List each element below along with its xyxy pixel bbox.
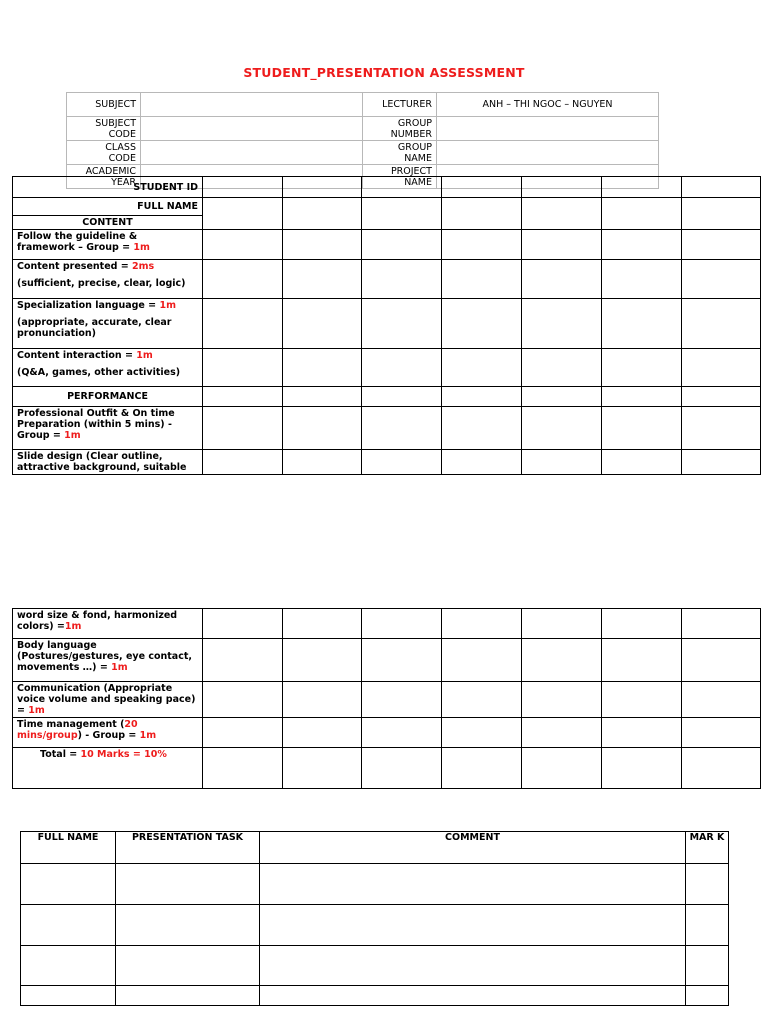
score-cell[interactable] [522, 718, 602, 748]
comment-cell[interactable] [260, 986, 686, 1006]
score-cell[interactable] [522, 407, 602, 450]
criterion-row [13, 407, 761, 450]
score-cell[interactable] [442, 198, 522, 230]
comment-cell[interactable] [116, 946, 260, 986]
criterion-slide-design-continued: word size & fond, harmonized colors) =1m [13, 609, 203, 639]
score-cell[interactable] [283, 260, 362, 299]
score-cell[interactable] [203, 407, 283, 450]
score-cell[interactable] [442, 748, 522, 789]
score-cell[interactable] [682, 748, 761, 789]
group-number-label: GROUP NUMBER [363, 117, 437, 141]
score-cell[interactable] [682, 387, 761, 407]
score-cell[interactable] [602, 349, 682, 387]
score-cell[interactable] [522, 230, 602, 260]
score-cell[interactable] [522, 639, 602, 682]
score-cell[interactable] [203, 682, 283, 718]
score-cell[interactable] [442, 387, 522, 407]
score-cell[interactable] [362, 682, 442, 718]
col-comment: COMMENT [260, 832, 686, 864]
comment-cell[interactable] [21, 905, 116, 946]
score-cell[interactable] [602, 682, 682, 718]
score-cell[interactable] [682, 718, 761, 748]
score-cell[interactable] [682, 609, 761, 639]
score-cell[interactable] [362, 609, 442, 639]
score-cell[interactable] [362, 748, 442, 789]
assessment-table-part-1 [12, 176, 761, 475]
class-code-label: CLASS CODE [67, 141, 141, 165]
comment-cell[interactable] [21, 864, 116, 905]
score-cell[interactable] [602, 230, 682, 260]
total-label: Total = 10 Marks = 10% [13, 748, 203, 789]
table-row [21, 986, 729, 1006]
score-cell[interactable] [203, 609, 283, 639]
score-cell[interactable] [602, 718, 682, 748]
score-cell[interactable] [602, 609, 682, 639]
score-cell[interactable] [203, 260, 283, 299]
score-cell[interactable] [522, 198, 602, 230]
score-cell[interactable] [442, 299, 522, 349]
criterion-content-presented: Content presented = 2ms (sufficient, precise, clear, logic) [13, 260, 203, 299]
criterion-row [13, 230, 761, 260]
score-cell[interactable] [522, 299, 602, 349]
table-row [21, 905, 729, 946]
score-cell[interactable] [362, 349, 442, 387]
score-cell[interactable] [442, 639, 522, 682]
score-cell[interactable] [682, 299, 761, 349]
score-cell[interactable] [283, 198, 362, 230]
subject-code-value[interactable] [141, 117, 363, 141]
score-cell[interactable] [682, 682, 761, 718]
score-cell[interactable] [522, 177, 602, 198]
score-cell[interactable] [522, 387, 602, 407]
score-cell[interactable] [283, 682, 362, 718]
student-id-label: STUDENT ID [13, 177, 203, 198]
score-cell[interactable] [283, 299, 362, 349]
score-cell[interactable] [442, 609, 522, 639]
comment-cell[interactable] [116, 864, 260, 905]
score-cell[interactable] [602, 177, 682, 198]
score-cell[interactable] [362, 299, 442, 349]
score-cell[interactable] [283, 387, 362, 407]
score-cell[interactable] [442, 260, 522, 299]
comment-cell[interactable] [21, 946, 116, 986]
score-cell[interactable] [602, 260, 682, 299]
comment-cell[interactable] [260, 946, 686, 986]
col-presentation-task: PRESENTATION TASK [116, 832, 260, 864]
criterion-row [13, 682, 761, 718]
subject-label: SUBJECT [67, 93, 141, 117]
assessment-table-part-2 [12, 608, 761, 789]
student-id-row [13, 177, 761, 198]
score-cell[interactable] [442, 230, 522, 260]
score-cell[interactable] [602, 407, 682, 450]
score-cell[interactable] [442, 349, 522, 387]
criterion-guideline: Follow the guideline & framework – Group = 1m [13, 230, 203, 260]
score-cell[interactable] [602, 450, 682, 475]
score-cell[interactable] [283, 609, 362, 639]
criterion-communication: Communication (Appropriate voice volume and speaking pace) = 1m [13, 682, 203, 718]
score-cell[interactable] [362, 260, 442, 299]
comment-cell[interactable] [116, 905, 260, 946]
subject-code-label: SUBJECT CODE [67, 117, 141, 141]
score-cell[interactable] [283, 450, 362, 475]
criterion-content-interaction: Content interaction = 1m (Q&A, games, other activities) [13, 349, 203, 387]
score-cell[interactable] [682, 450, 761, 475]
academic-year-label: ACADEMIC YEAR [67, 165, 141, 189]
comment-cell[interactable] [260, 905, 686, 946]
comment-cell[interactable] [260, 864, 686, 905]
table-row [21, 864, 729, 905]
criterion-row [13, 718, 761, 748]
score-cell[interactable] [442, 450, 522, 475]
col-full-name: FULL NAME [21, 832, 116, 864]
score-cell[interactable] [522, 349, 602, 387]
score-cell[interactable] [682, 639, 761, 682]
score-cell[interactable] [283, 230, 362, 260]
criterion-outfit-preparation: Professional Outfit & On time Preparation (within 5 mins) - Group = 1m [13, 407, 203, 450]
score-cell[interactable] [283, 349, 362, 387]
score-cell[interactable] [283, 748, 362, 789]
score-cell[interactable] [682, 349, 761, 387]
score-cell[interactable] [203, 230, 283, 260]
page-title: STUDENT_PRESENTATION ASSESSMENT [243, 65, 525, 80]
score-cell[interactable] [203, 387, 283, 407]
comment-cell[interactable] [116, 986, 260, 1006]
comment-table [20, 831, 729, 1006]
content-section-label: CONTENT [13, 216, 203, 230]
score-cell[interactable] [203, 299, 283, 349]
score-cell[interactable] [522, 748, 602, 789]
score-cell[interactable] [682, 198, 761, 230]
project-name-label: PROJECT NAME [363, 165, 437, 189]
full-name-label: FULL NAME [13, 198, 203, 216]
score-cell[interactable] [362, 230, 442, 260]
comment-cell[interactable] [686, 946, 729, 986]
score-cell[interactable] [283, 177, 362, 198]
score-cell[interactable] [203, 177, 283, 198]
full-name-row [13, 198, 761, 216]
comment-cell[interactable] [21, 986, 116, 1006]
criterion-time-management: Time management (20 mins/group) - Group = 1m [13, 718, 203, 748]
criterion-row [13, 299, 761, 349]
score-cell[interactable] [522, 609, 602, 639]
criterion-row [13, 349, 761, 387]
score-cell[interactable] [283, 639, 362, 682]
score-cell[interactable] [283, 718, 362, 748]
score-cell[interactable] [442, 718, 522, 748]
table-row [21, 946, 729, 986]
score-cell[interactable] [362, 407, 442, 450]
comment-cell[interactable] [686, 864, 729, 905]
score-cell[interactable] [602, 748, 682, 789]
group-name-label: GROUP NAME [363, 141, 437, 165]
criterion-specialization-language: Specialization language = 1m (appropriate, accurate, clear pronunciation) [13, 299, 203, 349]
comment-header-row [21, 832, 729, 864]
score-cell[interactable] [203, 349, 283, 387]
score-cell[interactable] [362, 718, 442, 748]
score-cell[interactable] [442, 407, 522, 450]
group-number-value[interactable] [437, 117, 659, 141]
score-cell[interactable] [203, 450, 283, 475]
score-cell[interactable] [203, 198, 283, 230]
score-cell[interactable] [203, 639, 283, 682]
comment-cell[interactable] [686, 905, 729, 946]
score-cell[interactable] [522, 450, 602, 475]
score-cell[interactable] [203, 718, 283, 748]
score-cell[interactable] [362, 177, 442, 198]
score-cell[interactable] [283, 407, 362, 450]
score-cell[interactable] [682, 177, 761, 198]
criterion-row [13, 260, 761, 299]
score-cell[interactable] [362, 198, 442, 230]
score-cell[interactable] [442, 177, 522, 198]
score-cell[interactable] [602, 639, 682, 682]
group-name-value[interactable] [437, 141, 659, 165]
criterion-row [13, 609, 761, 639]
score-cell[interactable] [522, 260, 602, 299]
total-row [13, 748, 761, 789]
subject-value[interactable] [141, 93, 363, 117]
score-cell[interactable] [442, 682, 522, 718]
score-cell[interactable] [602, 299, 682, 349]
info-table [66, 92, 659, 189]
comment-cell[interactable] [686, 986, 729, 1006]
criterion-row [13, 639, 761, 682]
score-cell[interactable] [682, 230, 761, 260]
performance-section-row [13, 387, 761, 407]
lecturer-value: ANH – THI NGOC – NGUYEN [437, 93, 659, 117]
score-cell[interactable] [602, 198, 682, 230]
score-cell[interactable] [362, 450, 442, 475]
lecturer-label: LECTURER [363, 93, 437, 117]
col-mark: MAR K [686, 832, 729, 864]
score-cell[interactable] [522, 682, 602, 718]
score-cell[interactable] [362, 387, 442, 407]
class-code-value[interactable] [141, 141, 363, 165]
score-cell[interactable] [602, 387, 682, 407]
score-cell[interactable] [682, 407, 761, 450]
score-cell[interactable] [203, 748, 283, 789]
criterion-row [13, 450, 761, 475]
criterion-body-language: Body language (Postures/gestures, eye contact, movements …) = 1m [13, 639, 203, 682]
score-cell[interactable] [682, 260, 761, 299]
criterion-slide-design: Slide design (Clear outline, attractive background, suitable [13, 450, 203, 475]
score-cell[interactable] [362, 639, 442, 682]
performance-section-label: PERFORMANCE [13, 387, 203, 407]
